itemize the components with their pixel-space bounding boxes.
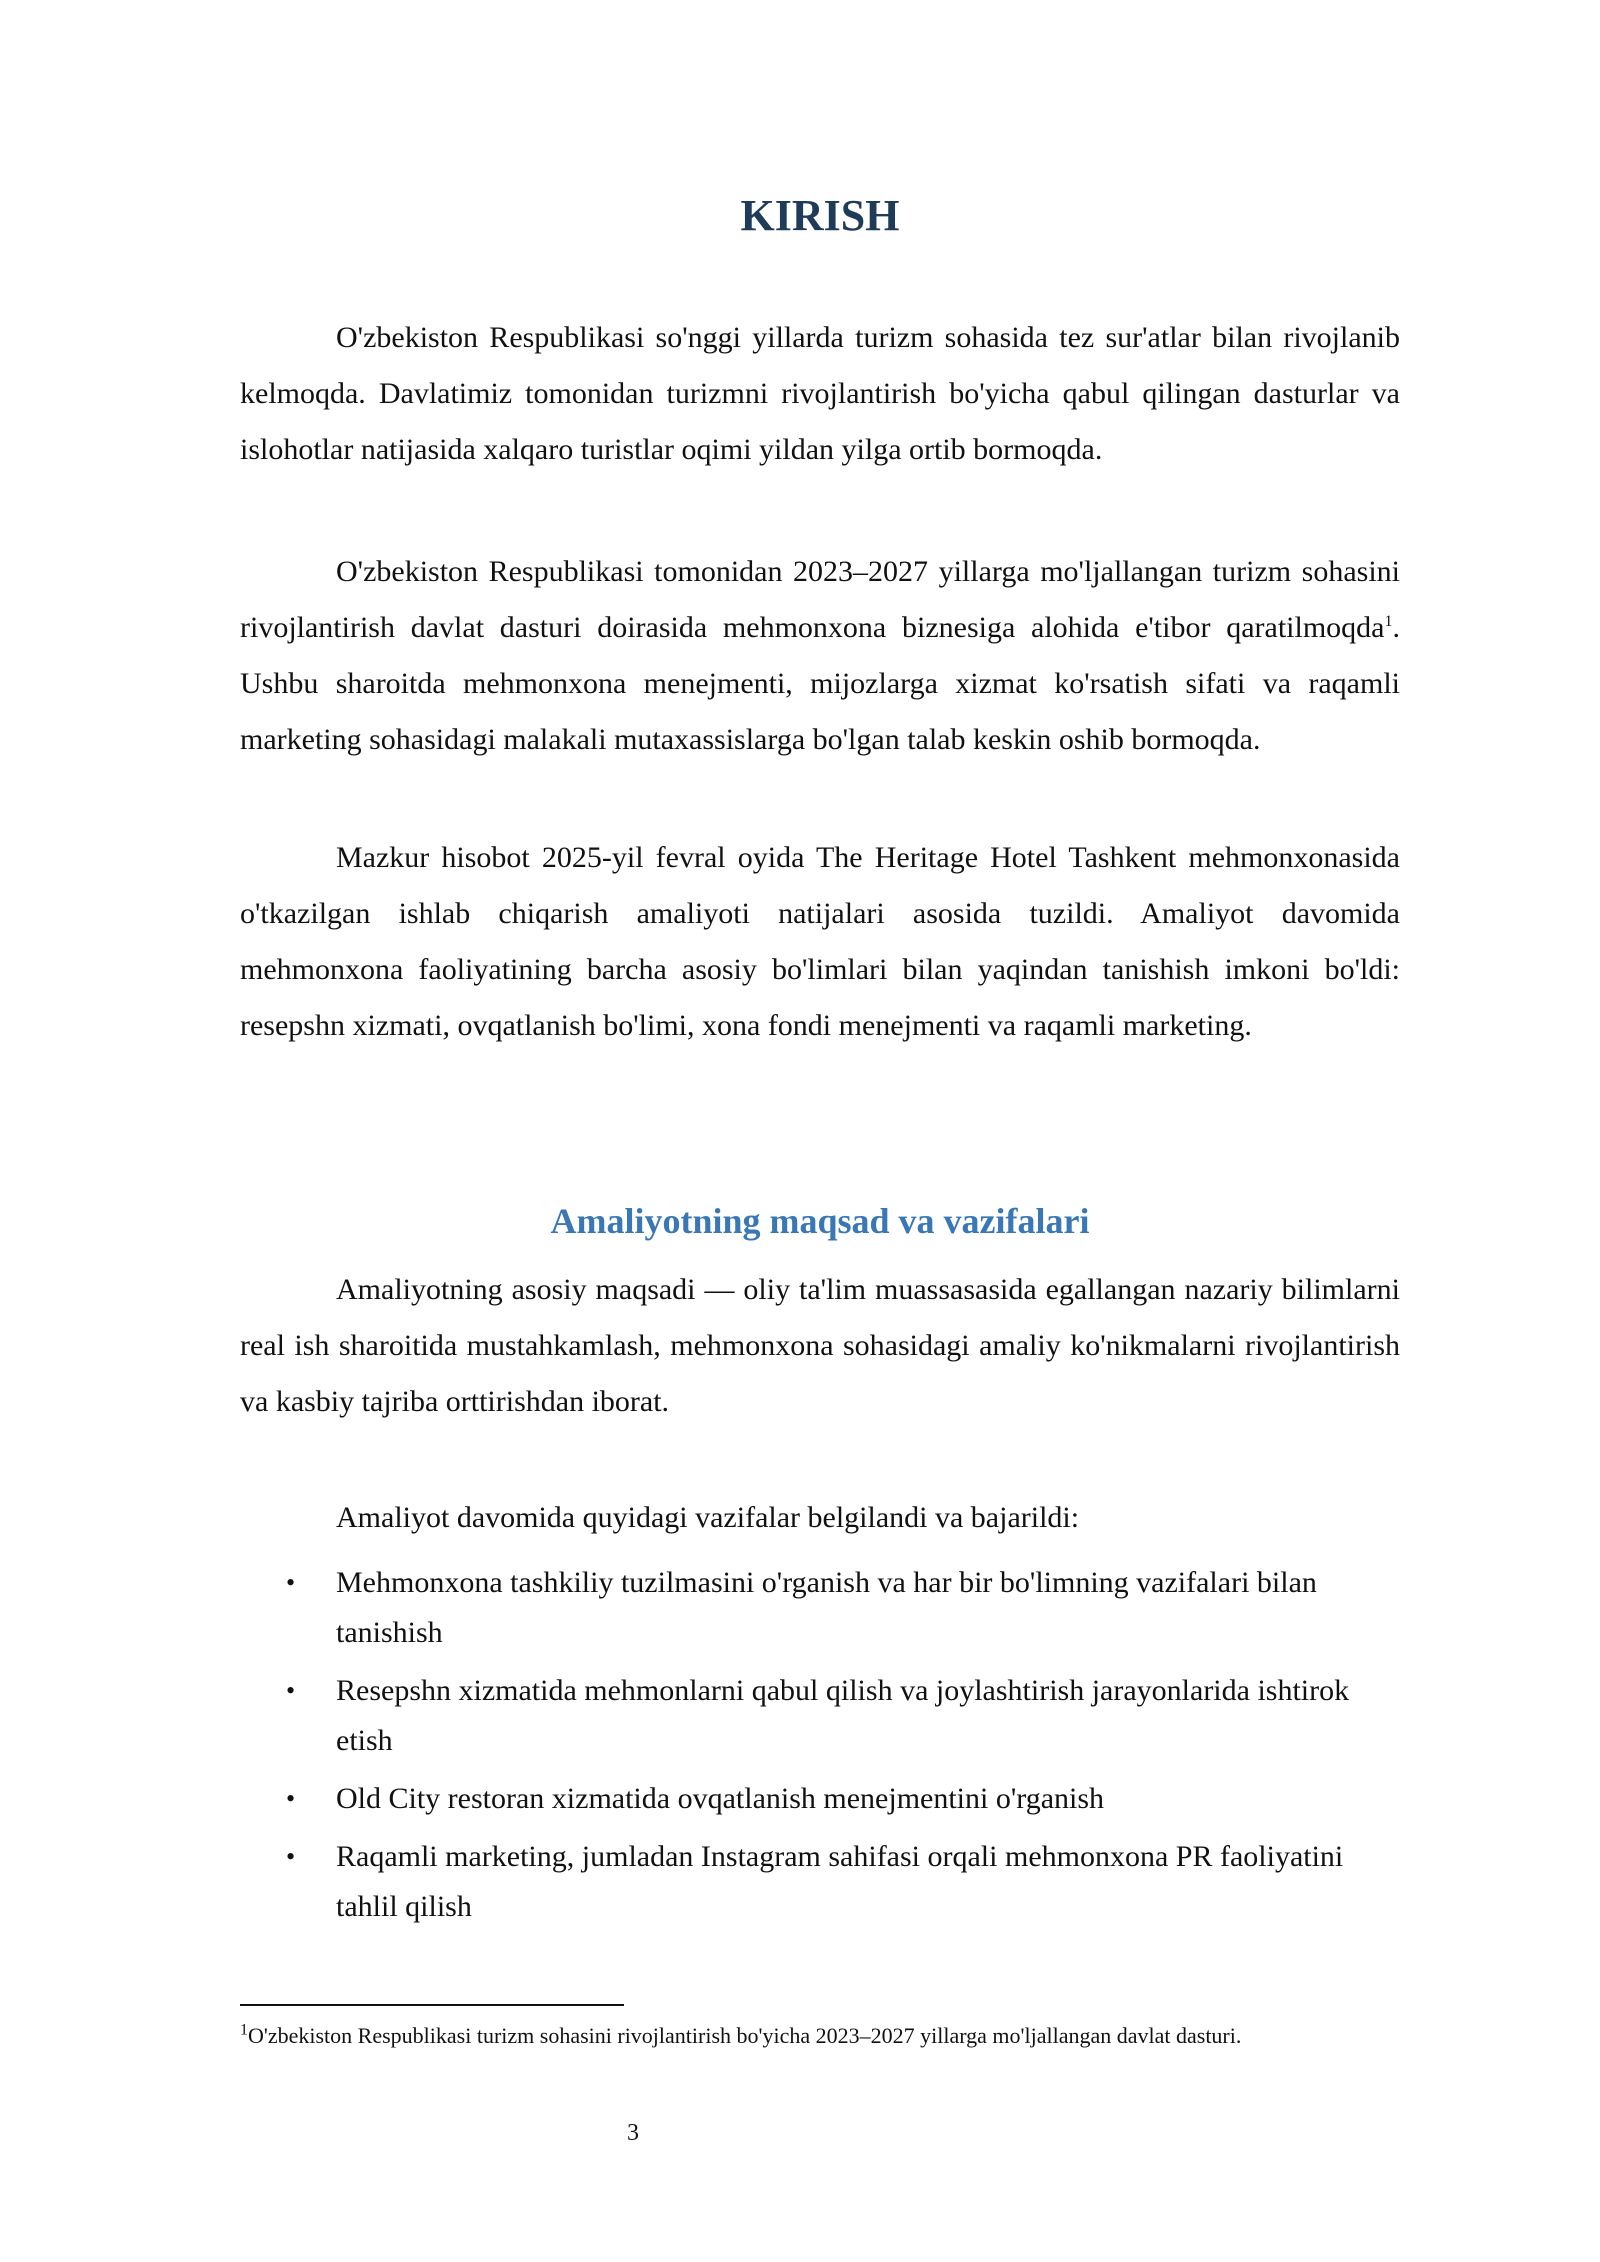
goal-paragraph-text: Amaliyotning asosiy maqsadi — oliy ta'lim muassasasida egallangan nazariy bilimlarni real ish sharoitida mustahkamlash, mehmonxona sohasidagi amaliy ko'nikmalarni rivojlantirish va kasbiy tajriba orttirishdan iborat. (240, 1273, 1400, 1418)
intro-paragraph-3-text: Mazkur hisobot 2025-yil fevral oyida The Heritage Hotel Tashkent mehmonxonasida o'tkazilgan ishlab chiqarish amaliyoti natijalari asosida tuzildi. Amaliyot davomida mehmonxona faoliyatining barcha asosiy bo'limlari bilan yaqindan tanishish imkoni bo'ldi: resepshn xizmati, ovqatlanish bo'limi, xona fondi menejmenti va raqamli marketing. (240, 841, 1400, 1042)
list-item (0, 1832, 1396, 1932)
list-item-text: Raqamli marketing, jumladan Instagram sahifasi orqali mehmonxona PR faoliyatini tahlil qilish (336, 1840, 1344, 1923)
section-title: Amaliyotning maqsad va vazifalari (550, 1201, 1090, 1241)
list-item (0, 1666, 1396, 1766)
intro-paragraph-1-text: O'zbekiston Respublikasi so'nggi yillarda turizm sohasida tez sur'atlar bilan rivojlanib kelmoqda. Davlatimiz tomonidan turizmni rivojlantirish bo'yicha qabul qilingan dasturlar va islohotlar natijasida xalqaro turistlar oqimi yildan yilga ortib bormoqda. (240, 321, 1400, 466)
footnote-number: 1 (240, 2021, 248, 2039)
task-list (0, 1558, 1600, 1940)
bullet-icon: • (286, 1842, 296, 1871)
list-item (0, 1774, 1396, 1824)
intro-paragraph-2-text-before: O'zbekiston Respublikasi tomonidan 2023–2027 yillarga mo'ljallangan turizm sohasini rivojlantirish davlat dasturi doirasida mehmonxona biznesiga alohida e'tibor qaratilmoqda (240, 555, 1400, 644)
list-item-text: Mehmonxona tashkiliy tuzilmasini o'rganish va har bir bo'limning vazifalari bilan tanishish (336, 1566, 1317, 1649)
footnote-divider (240, 2004, 624, 2006)
page-title: KIRISH (740, 191, 900, 240)
bullet-icon: • (286, 1784, 296, 1813)
bullet-icon: • (286, 1676, 296, 1705)
list-item-text: Old City restoran xizmatida ovqatlanish menejmentini o'rganish (336, 1782, 1105, 1815)
footnote-text: O'zbekiston Respublikasi turizm sohasini rivojlantirish bo'yicha 2023–2027 yillarga mo'ljallangan davlat dasturi. (248, 2023, 1242, 2048)
footnote (240, 2018, 1440, 2054)
page-number: 3 (627, 2120, 639, 2146)
list-item-text: Resepshn xizmatida mehmonlarni qabul qilish va joylashtirish jarayonlarida ishtirok etish (336, 1674, 1350, 1757)
intro-paragraph-1 (240, 310, 1400, 478)
tasks-intro: Amaliyot davomida quyidagi vazifalar belgilandi va bajarildi: (336, 1501, 1080, 1534)
intro-paragraph-2 (240, 544, 1400, 768)
intro-paragraph-3 (240, 830, 1400, 1054)
bullet-icon: • (286, 1568, 296, 1597)
list-item (0, 1558, 1396, 1658)
goal-paragraph (240, 1262, 1400, 1430)
footnote-reference[interactable]: 1 (1384, 613, 1393, 630)
intro-paragraph-2-text-after: . Ushbu sharoitda mehmonxona menejmenti, mijozlarga xizmat ko'rsatish sifati va raqamli marketing sohasidagi malakali mutaxassislarga bo'lgan talab keskin oshib bormoqda. (240, 611, 1400, 756)
